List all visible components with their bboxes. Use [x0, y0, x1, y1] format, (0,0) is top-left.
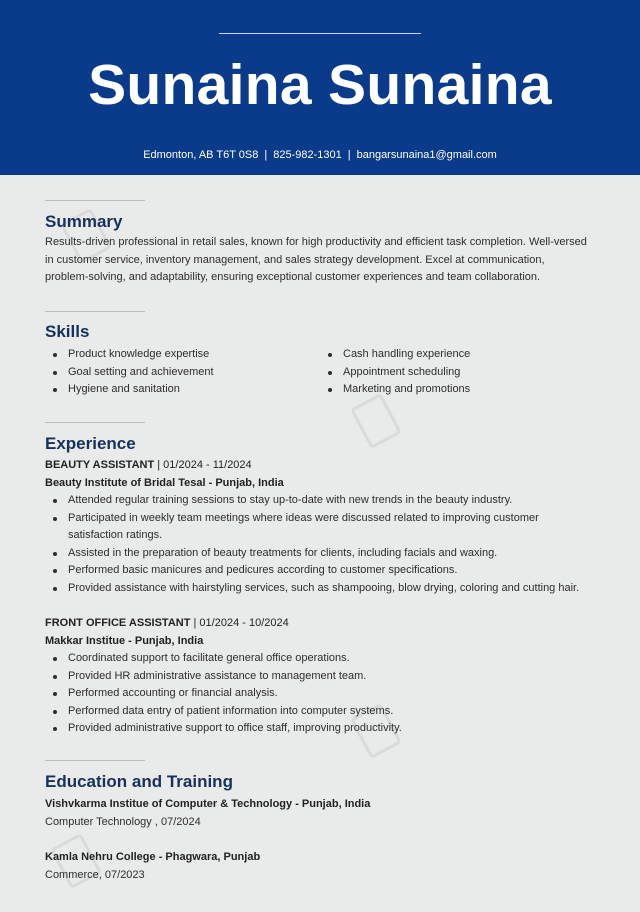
- job-organization: Makkar Institue - Punjab, India: [45, 635, 204, 647]
- job-duty: Performed accounting or financial analysis.: [45, 685, 595, 703]
- education-school: Vishvkarma Institue of Computer & Technology - Punjab, India: [45, 798, 371, 810]
- candidate-name: Sunaina Sunaina: [88, 53, 552, 117]
- resume-header: [0, 0, 640, 175]
- watermark-logo: [340, 670, 510, 790]
- job-duty: Provided assistance with hairstyling services, such as shampooing, blow drying, coloring and cutting hair.: [45, 580, 595, 598]
- contact-separator: |: [347, 149, 351, 161]
- watermark-logo: [340, 360, 510, 480]
- skill-item: Appointment scheduling: [320, 364, 590, 382]
- job-duty: Attended regular training sessions to stay up-to-date with new trends in the beauty industry.: [45, 492, 595, 510]
- header-rule: [219, 33, 421, 34]
- contact-location: Edmonton, AB T6T 0S8: [143, 149, 259, 161]
- education-detail: Commerce, 07/2023: [45, 869, 145, 881]
- job-duty: Performed data entry of patient information into computer systems.: [45, 703, 595, 721]
- job-duties-list: [45, 492, 595, 597]
- watermark-logo: [40, 800, 210, 910]
- job-role: FRONT OFFICE ASSISTANT: [45, 617, 191, 629]
- job-duties-list: [45, 650, 595, 738]
- summary-heading: Summary: [45, 212, 123, 231]
- skills-list-left: [45, 346, 315, 399]
- job-organization: Beauty Institute of Bridal Tesal - Punjab, India: [45, 477, 284, 489]
- skill-item: Marketing and promotions: [320, 381, 590, 399]
- section-divider: [45, 422, 145, 423]
- job-duty: Provided HR administrative assistance to management team.: [45, 668, 595, 686]
- skill-item: Goal setting and achievement: [45, 364, 315, 382]
- contact-separator: |: [264, 149, 268, 161]
- contact-line: [0, 149, 640, 161]
- job-duty: Participated in weekly team meetings where ideas were discussed related to improving customer satisfaction ratings.: [45, 510, 595, 545]
- job-title-line: [45, 617, 289, 629]
- section-divider: [45, 311, 145, 312]
- summary-text: Results-driven professional in retail sales, known for high productivity and efficient task completion. Well-versed in customer service, inventory management, and sales strategy development. Excel at communication, problem-solving, and adaptability, ensuring exceptional customer experiences and team collaboration.: [45, 236, 587, 283]
- watermark-logo: [50, 175, 220, 295]
- job-duty: Provided administrative support to office staff, improving productivity.: [45, 720, 595, 738]
- education-school: Kamla Nehru College - Phagwara, Punjab: [45, 851, 261, 863]
- skill-item: Hygiene and sanitation: [45, 381, 315, 399]
- job-duty: Assisted in the preparation of beauty treatments for clients, including facials and waxing.: [45, 545, 595, 563]
- job-duty: Coordinated support to facilitate general office operations.: [45, 650, 595, 668]
- job-title-line: [45, 459, 252, 471]
- education-heading: Education and Training: [45, 772, 233, 791]
- education-detail: Computer Technology , 07/2024: [45, 816, 201, 828]
- job-role: BEAUTY ASSISTANT: [45, 459, 155, 471]
- job-duty: Performed basic manicures and pedicures according to customer specifications.: [45, 562, 595, 580]
- contact-email: bangarsunaina1@gmail.com: [356, 149, 497, 161]
- skill-item: Cash handling experience: [320, 346, 590, 364]
- skills-heading: Skills: [45, 322, 90, 341]
- experience-heading: Experience: [45, 434, 136, 453]
- contact-phone: 825-982-1301: [273, 149, 342, 161]
- job-dates: | 01/2024 - 11/2024: [157, 459, 252, 471]
- section-divider: [45, 760, 145, 761]
- skill-item: Product knowledge expertise: [45, 346, 315, 364]
- job-dates: | 01/2024 - 10/2024: [193, 617, 289, 629]
